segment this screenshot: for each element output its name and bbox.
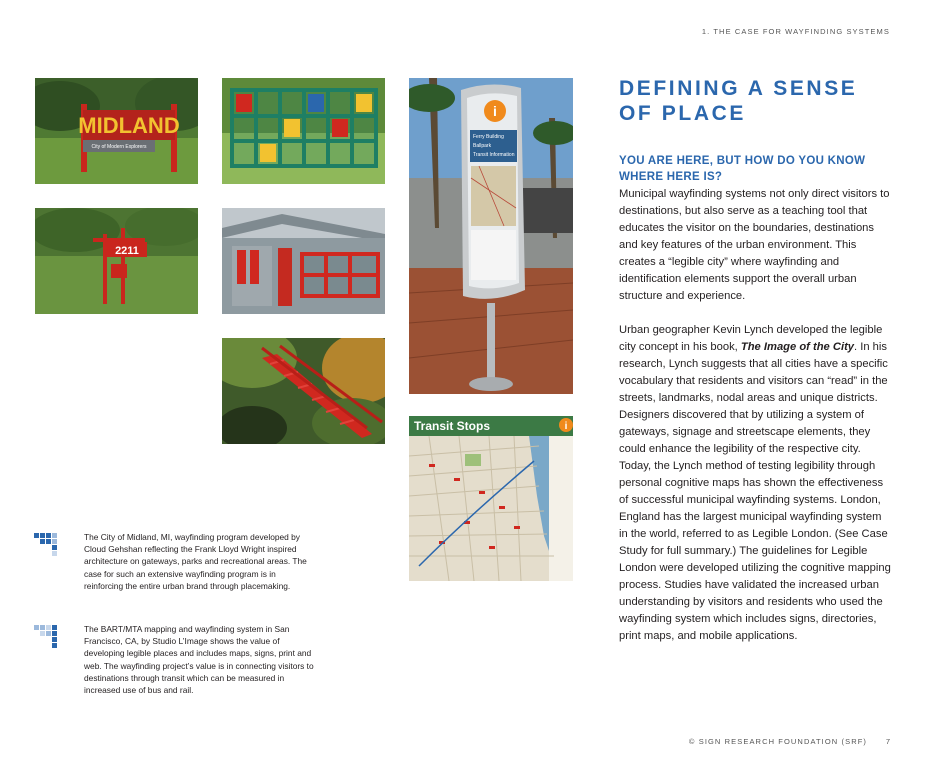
svg-text:MIDLAND: MIDLAND xyxy=(78,113,180,138)
photo-colorful-grid-pavilion xyxy=(222,78,385,184)
photo-wayfinding-kiosk xyxy=(409,78,573,394)
photo-transit-stops-map xyxy=(409,416,573,581)
svg-text:i: i xyxy=(493,103,497,119)
body-paragraph-1: Municipal wayfinding systems not only direct visitors to destinations, but also serve as a teaching tool that educates the visitor on the boundaries, destinations and key features of the urban environment. This creates a “legible city” where wayfinding and identification elements support the overall urban structure and experience. xyxy=(619,188,890,302)
photo-building-red-windows xyxy=(222,208,385,314)
body-paragraph-2 xyxy=(619,322,891,645)
svg-text:Ferry Building: Ferry Building xyxy=(473,134,504,140)
page-title: DEFINING A SENSE OF PLACE xyxy=(619,77,858,125)
caption-bart-mta: The BART/MTA mapping and wayfinding system in San Francisco, CA, by Studio L’Image shows the value of developing legible places and includes maps, signs, print and web. The wayfinding project’s value is in connecting visitors to destinations through transit which can be measured in increased use of bus and rail. xyxy=(84,624,314,696)
svg-text:Transit Information: Transit Information xyxy=(473,152,515,158)
header-section-label: 1. THE CASE FOR WAYFINDING SYSTEMS xyxy=(701,27,890,36)
paragraph-2-rest: . In his research, Lynch suggests that all cities have a specific vocabulary that residents and visitors can “read” in the streets, landmarks, nodal areas and unique districts. Designers discovered that by utilizing a system of gateways, signage and streetscape elements, they could enhance the legibility of the respective city. Today, the Lynch method of testing legibility through personal cognitive maps has shown the effectiveness of successful municipal wayfinding systems. London, England has the largest municipal wayfinding system in the world, referred to as Legible London. (See Case Study for full summary.) The guidelines for Legible London were developed utilizing the cognitive mapping process. Studies have validated the increased urban understanding by visitors and residents who used the wayfinding system which includes signs, directories, print maps, and mobile applications. xyxy=(619,341,891,642)
svg-text:2211: 2211 xyxy=(115,245,139,257)
svg-text:i: i xyxy=(564,421,568,432)
photo-address-sign xyxy=(35,208,198,314)
svg-text:Ballpark: Ballpark xyxy=(473,143,492,149)
svg-text:Transit Stops: Transit Stops xyxy=(414,419,491,433)
paragraph-2-intro: Urban geographer Kevin Lynch developed the legible city concept in his book, xyxy=(619,324,883,353)
book-title: The Image of the City xyxy=(740,341,855,353)
caption-midland: The City of Midland, MI, wayfinding program developed by Cloud Gehshan reflecting the Frank Lloyd Wright inspired architecture on gateways, parks and recreational areas. The case for such an extensive wayfinding program is in reinforcing the entire urban brand through placemaking. xyxy=(84,532,307,591)
footer-copyright: © SIGN RESEARCH FOUNDATION (SRF) xyxy=(688,737,867,746)
svg-text:City of Modern Explorers: City of Modern Explorers xyxy=(91,144,147,150)
photo-red-stair-bridge xyxy=(222,338,385,444)
caption-pointer-icon xyxy=(34,625,64,655)
section-subheading: YOU ARE HERE, BUT HOW DO YOU KNOW WHERE HERE IS? xyxy=(619,155,866,183)
photo-midland-gateway-sign xyxy=(35,78,198,184)
page-number: 7 xyxy=(885,737,890,746)
caption-pointer-icon xyxy=(34,533,64,563)
